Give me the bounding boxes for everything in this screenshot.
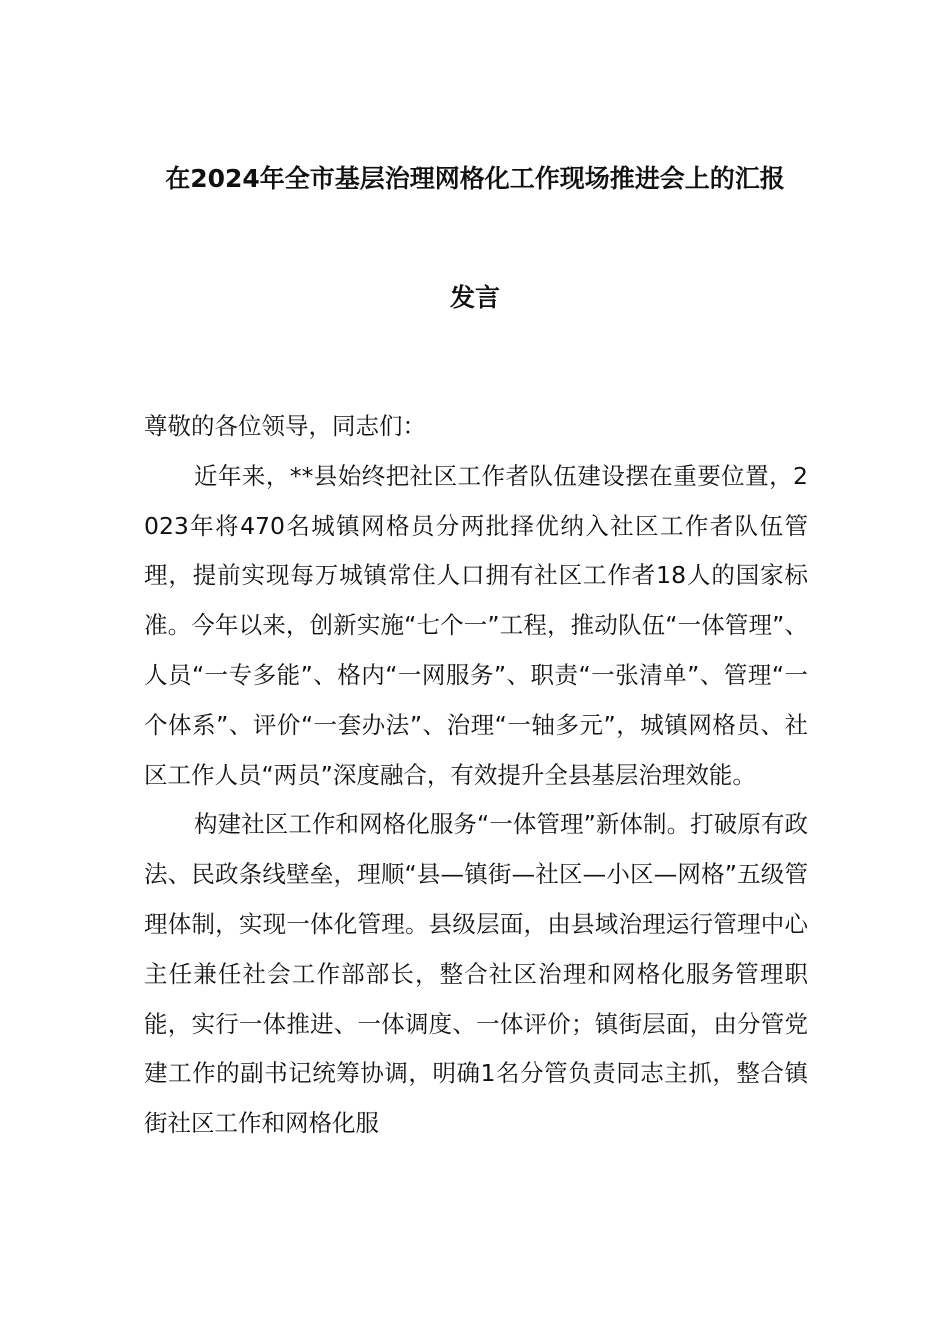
salutation: 尊敬的各位领导，同志们：	[144, 412, 426, 440]
document-title-line-2: 发言	[449, 283, 500, 312]
paragraph-management-system: 构建社区工作和网格化服务“一体管理”新体制。打破原有政法、民政条线壁垒，理顺“县—镇街—社区—小区—网格”五级管理体制，实现一体化管理。县级层面，由县域治理运行管理中心主任兼任社会工作部部长，整合社区治理和网格化服务管理职能，实行一体推进、一体调度、一体评价；镇街层面，由分管党建工作的副书记统筹协调，明确1名分管负责同志主抓，整合镇街社区工作和网格化服	[144, 810, 808, 1138]
document-body	[144, 402, 808, 1149]
document-title-line-1: 在2024年全市基层治理网格化工作现场推进会上的汇报	[165, 164, 785, 193]
paragraph-intro: 近年来，**县始终把社区工作者队伍建设摆在重要位置，2023年将470名城镇网格员分两批择优纳入社区工作者队伍管理，提前实现每万城镇常住人口拥有社区工作者18人的国家标准。今年以来，创新实施“七个一”工程，推动队伍“一体管理”、人员“一专多能”、格内“一网服务”、职责“一张清单”、管理“一个体系”、评价“一套办法”、治理“一轴多元”，城镇网格员、社区工作人员“两员”深度融合，有效提升全县基层治理效能。	[144, 461, 808, 789]
